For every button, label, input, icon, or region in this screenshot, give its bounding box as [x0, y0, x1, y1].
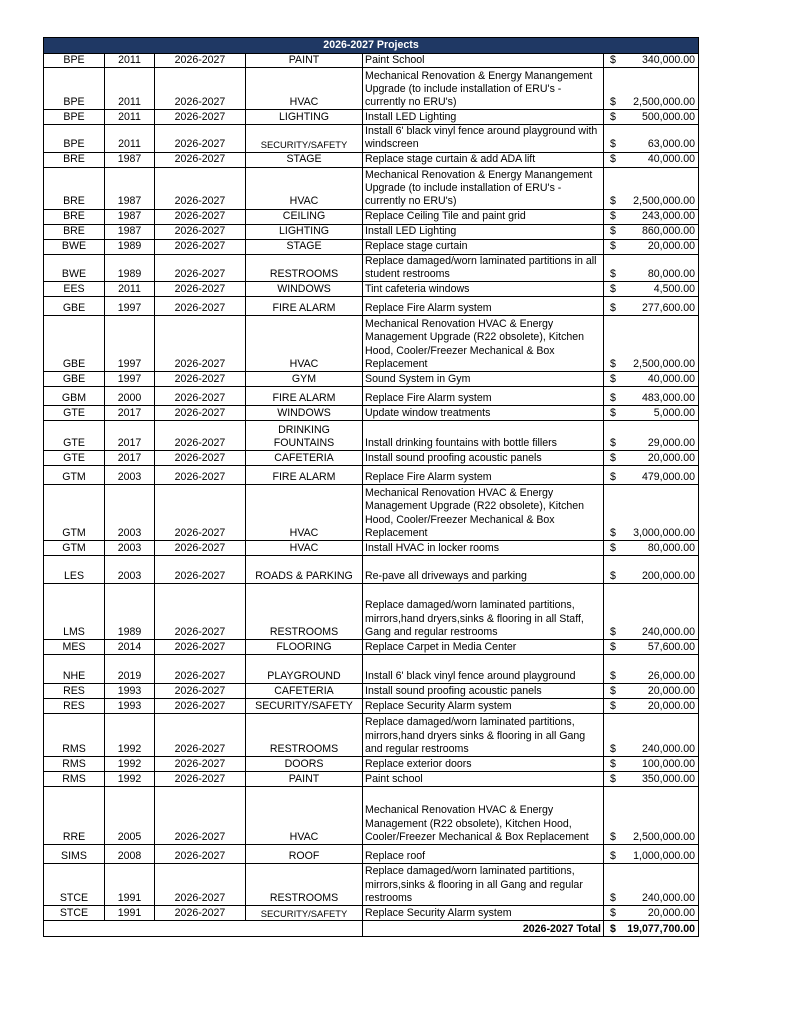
table-row: [44, 387, 699, 406]
table-row: [44, 699, 699, 714]
description-cell: Mechanical Renovation & Energy Manangement Upgrade (to include installation of ERU's - currently no ERU's): [363, 68, 604, 110]
category-cell: DOORS: [246, 757, 363, 772]
period-cell: 2026-2027: [155, 699, 246, 714]
school-cell: MES: [44, 640, 105, 655]
amount-cell: 860,000.00: [624, 224, 699, 239]
year-cell: 1991: [105, 906, 155, 921]
description-cell: Paint School: [363, 54, 604, 68]
year-cell: 2003: [105, 556, 155, 584]
currency-symbol: $: [604, 466, 624, 485]
currency-symbol: $: [604, 485, 624, 541]
table-row: [44, 451, 699, 466]
currency-symbol: $: [604, 864, 624, 906]
amount-cell: 29,000.00: [624, 421, 699, 451]
year-cell: 1993: [105, 699, 155, 714]
projects-table-body: [44, 38, 699, 937]
year-cell: 1992: [105, 772, 155, 787]
amount-cell: 500,000.00: [624, 110, 699, 125]
period-cell: 2026-2027: [155, 406, 246, 421]
period-cell: 2026-2027: [155, 772, 246, 787]
category-cell: RESTROOMS: [246, 714, 363, 757]
currency-symbol: $: [604, 125, 624, 152]
category-cell: PAINT: [246, 54, 363, 68]
school-cell: BRE: [44, 209, 105, 224]
currency-symbol: $: [604, 556, 624, 584]
currency-symbol: $: [604, 297, 624, 316]
period-cell: 2026-2027: [155, 297, 246, 316]
amount-cell: 20,000.00: [624, 906, 699, 921]
table-row: [44, 125, 699, 152]
category-cell: STAGE: [246, 239, 363, 254]
table-row: [44, 556, 699, 584]
period-cell: 2026-2027: [155, 167, 246, 209]
year-cell: 2003: [105, 541, 155, 556]
period-cell: 2026-2027: [155, 316, 246, 372]
amount-cell: 20,000.00: [624, 451, 699, 466]
description-cell: Update window treatments: [363, 406, 604, 421]
year-cell: 1989: [105, 254, 155, 281]
description-cell: Replace damaged/worn laminated partitions, mirrors,sinks & flooring in all Gang and regular restrooms: [363, 864, 604, 906]
category-cell: SECURITY/SAFETY: [246, 699, 363, 714]
currency-symbol: $: [604, 714, 624, 757]
amount-cell: 26,000.00: [624, 655, 699, 684]
table-row: [44, 254, 699, 281]
amount-cell: 20,000.00: [624, 699, 699, 714]
amount-cell: 240,000.00: [624, 864, 699, 906]
description-cell: Re-pave all driveways and parking: [363, 556, 604, 584]
year-cell: 2017: [105, 451, 155, 466]
projects-table: [43, 37, 699, 937]
year-cell: 2003: [105, 466, 155, 485]
description-cell: Replace stage curtain: [363, 239, 604, 254]
school-cell: BPE: [44, 54, 105, 68]
period-cell: 2026-2027: [155, 68, 246, 110]
category-cell: CEILING: [246, 209, 363, 224]
table-row: [44, 541, 699, 556]
school-cell: GBE: [44, 297, 105, 316]
year-cell: 1991: [105, 864, 155, 906]
currency-symbol: $: [604, 772, 624, 787]
amount-cell: 1,000,000.00: [624, 845, 699, 864]
period-cell: 2026-2027: [155, 421, 246, 451]
category-cell: DRINKING FOUNTAINS: [246, 421, 363, 451]
amount-cell: 100,000.00: [624, 757, 699, 772]
table-row: [44, 68, 699, 110]
period-cell: 2026-2027: [155, 209, 246, 224]
school-cell: SIMS: [44, 845, 105, 864]
school-cell: GTM: [44, 541, 105, 556]
category-cell: CAFETERIA: [246, 684, 363, 699]
description-cell: Paint school: [363, 772, 604, 787]
amount-cell: 240,000.00: [624, 714, 699, 757]
school-cell: RRE: [44, 787, 105, 845]
amount-cell: 2,500,000.00: [624, 316, 699, 372]
currency-symbol: $: [604, 699, 624, 714]
description-cell: Replace stage curtain & add ADA lift: [363, 152, 604, 167]
description-cell: Replace Ceiling Tile and paint grid: [363, 209, 604, 224]
amount-cell: 200,000.00: [624, 556, 699, 584]
category-cell: PAINT: [246, 772, 363, 787]
table-row: [44, 110, 699, 125]
year-cell: 2000: [105, 387, 155, 406]
school-cell: GBM: [44, 387, 105, 406]
category-cell: HVAC: [246, 787, 363, 845]
year-cell: 2017: [105, 421, 155, 451]
year-cell: 2011: [105, 125, 155, 152]
period-cell: 2026-2027: [155, 110, 246, 125]
category-cell: WINDOWS: [246, 406, 363, 421]
currency-symbol: $: [604, 684, 624, 699]
amount-cell: 483,000.00: [624, 387, 699, 406]
school-cell: LMS: [44, 584, 105, 640]
table-row: [44, 224, 699, 239]
school-cell: BRE: [44, 152, 105, 167]
currency-symbol: $: [604, 584, 624, 640]
period-cell: 2026-2027: [155, 254, 246, 281]
table-row: [44, 466, 699, 485]
school-cell: GBE: [44, 316, 105, 372]
school-cell: STCE: [44, 906, 105, 921]
description-cell: Replace Carpet in Media Center: [363, 640, 604, 655]
table-row: [44, 584, 699, 640]
amount-cell: 2,500,000.00: [624, 167, 699, 209]
amount-cell: 40,000.00: [624, 152, 699, 167]
period-cell: 2026-2027: [155, 485, 246, 541]
table-row: [44, 485, 699, 541]
amount-cell: 40,000.00: [624, 372, 699, 387]
description-cell: Mechanical Renovation HVAC & Energy Management (R22 obsolete), Kitchen Hood, Cooler/Freezer Mechanical & Box Replacement: [363, 787, 604, 845]
table-row: [44, 757, 699, 772]
category-cell: ROADS & PARKING: [246, 556, 363, 584]
category-cell: ROOF: [246, 845, 363, 864]
category-cell: RESTROOMS: [246, 864, 363, 906]
table-row: [44, 772, 699, 787]
category-cell: RESTROOMS: [246, 254, 363, 281]
year-cell: 2014: [105, 640, 155, 655]
period-cell: 2026-2027: [155, 684, 246, 699]
table-row: [44, 372, 699, 387]
currency-symbol: $: [604, 254, 624, 281]
total-label: 2026-2027 Total: [363, 921, 604, 937]
category-cell: HVAC: [246, 316, 363, 372]
category-cell: SECURITY/SAFETY: [246, 125, 363, 152]
school-cell: NHE: [44, 655, 105, 684]
year-cell: 2011: [105, 282, 155, 297]
school-cell: BRE: [44, 224, 105, 239]
year-cell: 2019: [105, 655, 155, 684]
amount-cell: 20,000.00: [624, 684, 699, 699]
category-cell: HVAC: [246, 541, 363, 556]
table-row: [44, 845, 699, 864]
category-cell: FIRE ALARM: [246, 466, 363, 485]
currency-symbol: $: [604, 541, 624, 556]
description-cell: Replace damaged/worn laminated partitions in all student restrooms: [363, 254, 604, 281]
school-cell: GBE: [44, 372, 105, 387]
amount-cell: 243,000.00: [624, 209, 699, 224]
period-cell: 2026-2027: [155, 239, 246, 254]
table-row: [44, 316, 699, 372]
period-cell: 2026-2027: [155, 757, 246, 772]
currency-symbol: $: [604, 316, 624, 372]
period-cell: 2026-2027: [155, 655, 246, 684]
description-cell: Replace Fire Alarm system: [363, 297, 604, 316]
category-cell: GYM: [246, 372, 363, 387]
category-cell: HVAC: [246, 68, 363, 110]
category-cell: SECURITY/SAFETY: [246, 906, 363, 921]
description-cell: Install sound proofing acoustic panels: [363, 451, 604, 466]
amount-cell: 277,600.00: [624, 297, 699, 316]
currency-symbol: $: [604, 110, 624, 125]
table-title: 2026-2027 Projects: [44, 38, 699, 54]
year-cell: 1992: [105, 757, 155, 772]
currency-symbol: $: [604, 787, 624, 845]
table-row: [44, 209, 699, 224]
amount-cell: 80,000.00: [624, 254, 699, 281]
school-cell: LES: [44, 556, 105, 584]
period-cell: 2026-2027: [155, 282, 246, 297]
year-cell: 1997: [105, 372, 155, 387]
description-cell: Install 6' black vinyl fence around playground: [363, 655, 604, 684]
description-cell: Mechanical Renovation & Energy Manangement Upgrade (to include installation of ERU's - currently no ERU's): [363, 167, 604, 209]
school-cell: STCE: [44, 864, 105, 906]
period-cell: 2026-2027: [155, 125, 246, 152]
description-cell: Install HVAC in locker rooms: [363, 541, 604, 556]
category-cell: FLOORING: [246, 640, 363, 655]
category-cell: LIGHTING: [246, 110, 363, 125]
currency-symbol: $: [604, 54, 624, 68]
school-cell: BRE: [44, 167, 105, 209]
table-row: [44, 655, 699, 684]
year-cell: 1987: [105, 152, 155, 167]
currency-symbol: $: [604, 421, 624, 451]
description-cell: Install sound proofing acoustic panels: [363, 684, 604, 699]
description-cell: Replace roof: [363, 845, 604, 864]
period-cell: 2026-2027: [155, 54, 246, 68]
year-cell: 1992: [105, 714, 155, 757]
currency-symbol: $: [604, 282, 624, 297]
school-cell: RMS: [44, 757, 105, 772]
table-row: [44, 906, 699, 921]
amount-cell: 20,000.00: [624, 239, 699, 254]
total-row: [44, 921, 699, 937]
category-cell: HVAC: [246, 167, 363, 209]
year-cell: 1987: [105, 209, 155, 224]
period-cell: 2026-2027: [155, 372, 246, 387]
year-cell: 1997: [105, 297, 155, 316]
year-cell: 2017: [105, 406, 155, 421]
school-cell: GTM: [44, 485, 105, 541]
category-cell: RESTROOMS: [246, 584, 363, 640]
year-cell: 2008: [105, 845, 155, 864]
school-cell: BPE: [44, 110, 105, 125]
description-cell: Replace damaged/worn laminated partitions, mirrors,hand dryers sinks & flooring in all Gang and regular restrooms: [363, 714, 604, 757]
amount-cell: 57,600.00: [624, 640, 699, 655]
amount-cell: 2,500,000.00: [624, 787, 699, 845]
description-cell: Install drinking fountains with bottle fillers: [363, 421, 604, 451]
currency-symbol: $: [604, 372, 624, 387]
total-amount: 19,077,700.00: [624, 921, 699, 937]
period-cell: 2026-2027: [155, 640, 246, 655]
period-cell: 2026-2027: [155, 714, 246, 757]
table-row: [44, 167, 699, 209]
category-cell: HVAC: [246, 485, 363, 541]
currency-symbol: $: [604, 167, 624, 209]
category-cell: CAFETERIA: [246, 451, 363, 466]
currency-symbol: $: [604, 655, 624, 684]
table-row: [44, 297, 699, 316]
description-cell: Replace exterior doors: [363, 757, 604, 772]
school-cell: GTE: [44, 451, 105, 466]
period-cell: 2026-2027: [155, 387, 246, 406]
table-row: [44, 421, 699, 451]
table-row: [44, 406, 699, 421]
school-cell: BPE: [44, 125, 105, 152]
year-cell: 1989: [105, 239, 155, 254]
period-cell: 2026-2027: [155, 787, 246, 845]
school-cell: BWE: [44, 239, 105, 254]
description-cell: Install 6' black vinyl fence around playground with windscreen: [363, 125, 604, 152]
description-cell: Replace Security Alarm system: [363, 699, 604, 714]
period-cell: 2026-2027: [155, 451, 246, 466]
description-cell: Install LED Lighting: [363, 110, 604, 125]
table-row: [44, 684, 699, 699]
period-cell: 2026-2027: [155, 224, 246, 239]
currency-symbol: $: [604, 152, 624, 167]
table-row: [44, 787, 699, 845]
currency-symbol: $: [604, 906, 624, 921]
currency-symbol: $: [604, 239, 624, 254]
school-cell: GTM: [44, 466, 105, 485]
description-cell: Tint cafeteria windows: [363, 282, 604, 297]
currency-symbol: $: [604, 451, 624, 466]
year-cell: 1993: [105, 684, 155, 699]
total-blank-cell: [44, 921, 363, 937]
description-cell: Mechanical Renovation HVAC & Energy Management Upgrade (R22 obsolete), Kitchen Hood, Cooler/Freezer Mechanical & Box Replacement: [363, 316, 604, 372]
currency-symbol: $: [604, 224, 624, 239]
school-cell: BWE: [44, 254, 105, 281]
currency-symbol: $: [604, 387, 624, 406]
school-cell: GTE: [44, 421, 105, 451]
amount-cell: 479,000.00: [624, 466, 699, 485]
amount-cell: 80,000.00: [624, 541, 699, 556]
currency-symbol: $: [604, 209, 624, 224]
description-cell: Replace damaged/worn laminated partitions, mirrors,hand dryers,sinks & flooring in all Staff, Gang and regular restrooms: [363, 584, 604, 640]
table-row: [44, 239, 699, 254]
total-currency-symbol: $: [604, 921, 624, 937]
description-cell: Install LED Lighting: [363, 224, 604, 239]
period-cell: 2026-2027: [155, 845, 246, 864]
year-cell: 2011: [105, 54, 155, 68]
currency-symbol: $: [604, 406, 624, 421]
description-cell: Replace Fire Alarm system: [363, 387, 604, 406]
amount-cell: 4,500.00: [624, 282, 699, 297]
currency-symbol: $: [604, 845, 624, 864]
school-cell: GTE: [44, 406, 105, 421]
description-cell: Replace Fire Alarm system: [363, 466, 604, 485]
amount-cell: 340,000.00: [624, 54, 699, 68]
description-cell: Sound System in Gym: [363, 372, 604, 387]
year-cell: 1997: [105, 316, 155, 372]
period-cell: 2026-2027: [155, 541, 246, 556]
table-row: [44, 864, 699, 906]
period-cell: 2026-2027: [155, 152, 246, 167]
description-cell: Replace Security Alarm system: [363, 906, 604, 921]
category-cell: STAGE: [246, 152, 363, 167]
school-cell: BPE: [44, 68, 105, 110]
table-row: [44, 54, 699, 68]
category-cell: WINDOWS: [246, 282, 363, 297]
year-cell: 2011: [105, 110, 155, 125]
school-cell: RMS: [44, 714, 105, 757]
amount-cell: 240,000.00: [624, 584, 699, 640]
school-cell: EES: [44, 282, 105, 297]
period-cell: 2026-2027: [155, 906, 246, 921]
currency-symbol: $: [604, 757, 624, 772]
period-cell: 2026-2027: [155, 556, 246, 584]
amount-cell: 350,000.00: [624, 772, 699, 787]
period-cell: 2026-2027: [155, 864, 246, 906]
table-title-row: [44, 38, 699, 54]
year-cell: 2011: [105, 68, 155, 110]
amount-cell: 63,000.00: [624, 125, 699, 152]
table-row: [44, 282, 699, 297]
amount-cell: 2,500,000.00: [624, 68, 699, 110]
category-cell: FIRE ALARM: [246, 297, 363, 316]
description-cell: Mechanical Renovation HVAC & Energy Management Upgrade (R22 obsolete), Kitchen Hood, Cooler/Freezer Mechanical & Box Replacement: [363, 485, 604, 541]
category-cell: PLAYGROUND: [246, 655, 363, 684]
amount-cell: 5,000.00: [624, 406, 699, 421]
year-cell: 1989: [105, 584, 155, 640]
period-cell: 2026-2027: [155, 466, 246, 485]
currency-symbol: $: [604, 640, 624, 655]
year-cell: 1987: [105, 224, 155, 239]
category-cell: LIGHTING: [246, 224, 363, 239]
year-cell: 2003: [105, 485, 155, 541]
currency-symbol: $: [604, 68, 624, 110]
school-cell: RES: [44, 699, 105, 714]
table-row: [44, 152, 699, 167]
school-cell: RMS: [44, 772, 105, 787]
table-row: [44, 714, 699, 757]
category-cell: FIRE ALARM: [246, 387, 363, 406]
year-cell: 2005: [105, 787, 155, 845]
school-cell: RES: [44, 684, 105, 699]
year-cell: 1987: [105, 167, 155, 209]
period-cell: 2026-2027: [155, 584, 246, 640]
amount-cell: 3,000,000.00: [624, 485, 699, 541]
table-row: [44, 640, 699, 655]
